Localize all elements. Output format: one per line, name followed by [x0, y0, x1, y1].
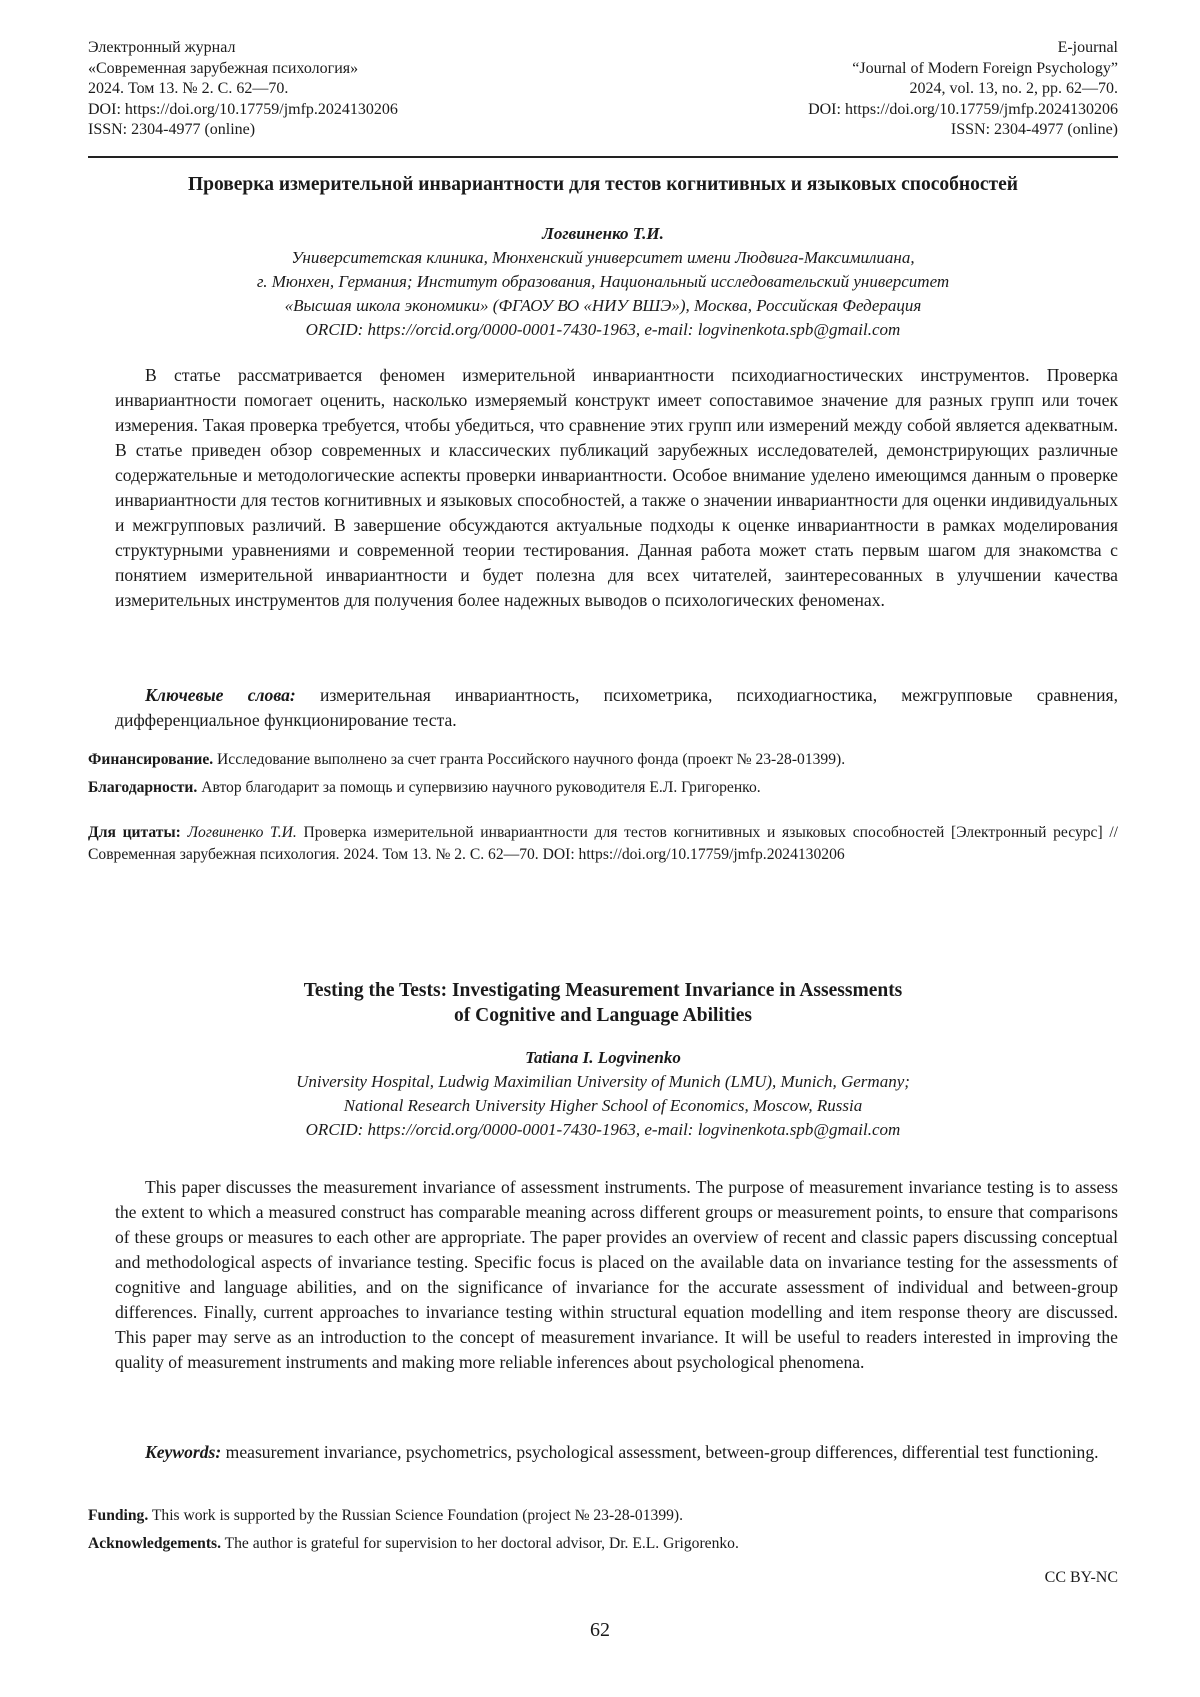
journal-header-russian [88, 38, 608, 141]
acknowledgements-text: Автор благодарит за помощь и супервизию научного руководителя Е.Л. Григоренко. [201, 779, 761, 796]
funding-label: Funding. [88, 1507, 149, 1524]
keywords-en [115, 1440, 1118, 1465]
header-journal-name-ru: «Современная зарубежная психология» [88, 59, 359, 77]
citation-author: Логвиненко Т.И. [187, 824, 297, 841]
page-number: 62 [590, 1619, 610, 1641]
citation-text: Проверка измерительной инвариантности для тестов когнитивных и языковых способностей [Электронный ресурс] // Современная зарубежная психология. 2024. Том 13. № 2. С. 62—70. DOI: https://doi.org/10.17759/jmfp.2024130206 [88, 824, 1118, 863]
journal-header-english [598, 38, 1118, 141]
funding-ru [88, 749, 1118, 771]
article-title-ru: Проверка измерительной инвариантности для тестов когнитивных и языковых способностей [187, 174, 1019, 195]
keywords-label: Ключевые слова: [145, 685, 296, 705]
abstract-en: This paper discusses the measurement invariance of assessment instruments. The purpose of measurement invariance testing is to assess the extent to which a measured construct has comparable meaning across different groups or measurement points, to ensure that comparisons of these groups or measures to each other are appropriate. The paper provides an overview of recent and classic papers discussing conceptual and methodological aspects of invariance testing. Specific focus is placed on the available data on invariance testing for the assessments of cognitive and language abilities, and on the significance of invariance for the accurate assessment of individual and between-group differences. Finally, current approaches to invariance testing within structural equation modelling and item response theory are discussed. This paper may serve as an introduction to the concept of measurement invariance. It will be useful to readers interested in improving the quality of measurement instruments and making more reliable inferences about psychological phenomena. [115, 1177, 1118, 1372]
author-affiliation-ru [88, 246, 1118, 342]
article-title-en [88, 978, 1118, 1028]
keywords-label: Keywords: [145, 1442, 222, 1462]
header-issn-en: ISSN: 2304-4977 (online) [950, 121, 1118, 138]
abstract-ru: В статье рассматривается феномен измерительной инвариантности психодиагностических инструментов. Проверка инвариантности помогает оценить, насколько измеряемый конструкт имеет сопоставимое значение для разных групп или точек измерения. Такая проверка требуется, чтобы убедиться, что сравнение этих групп или измерений между собой является адекватным. В статье приведен обзор современных и классических публикаций зарубежных исследователей, демонстрирующих различные содержательные и методологические аспекты проверки инвариантности. Особое внимание уделено имеющимся данным о проверке инвариантности для тестов когнитивных и языковых способностей, а также о значении инвариантности для оценки индивидуальных и межгрупповых различий. В завершение обсуждаются актуальные подходы к оценке инвариантности в рамках моделирования структурными уравнениями и современной теории тестирования. Данная работа может стать первым шагом для знакомства с понятием измерительной инвариантности и будет полезна для всех читателей, заинтересованных в улучшении качества измерительных инструментов для получения более надежных выводов о психологических феноменах. [115, 365, 1118, 610]
title-line: of Cognitive and Language Abilities [454, 1005, 752, 1026]
keywords-text: measurement invariance, psychometrics, psychological assessment, between-group differences, differential test functioning. [225, 1442, 1099, 1462]
affiliation-line: г. Мюнхен, Германия; Институт образования, Национальный исследовательский университет [256, 272, 950, 291]
acknowledgements-en [88, 1533, 1118, 1555]
header-doi-en[interactable]: DOI: https://doi.org/10.17759/jmfp.2024130206 [808, 100, 1118, 118]
journal-header [88, 38, 1118, 154]
header-doi-ru[interactable]: DOI: https://doi.org/10.17759/jmfp.2024130206 [88, 100, 398, 118]
header-journal-type-ru: Электронный журнал [88, 39, 236, 56]
author-name-ru: Логвиненко Т.И. [542, 224, 664, 243]
header-issue-en: 2024, vol. 13, no. 2, pp. 62—70. [909, 80, 1118, 97]
affiliation-line: Университетская клиника, Мюнхенский университет имени Людвига-Максимилиана, [291, 248, 915, 267]
header-divider [88, 156, 1118, 158]
affiliation-line: National Research University Higher School of Economics, Moscow, Russia [343, 1096, 863, 1115]
keywords-text: измерительная инвариантность, психометрика, психодиагностика, межгрупповые сравнения, дифференциальное функционирование теста. [115, 685, 1118, 730]
license-label: CC BY-NC [1044, 1569, 1118, 1586]
orcid-email-line[interactable]: ORCID: https://orcid.org/0000-0001-7430-1963, e-mail: logvinenkota.spb@gmail.com [305, 1120, 901, 1139]
funding-text: Исследование выполнено за счет гранта Российского научного фонда (проект № 23-28-01399). [217, 751, 846, 768]
header-issue-ru: 2024. Том 13. № 2. С. 62—70. [88, 80, 289, 97]
author-name-en: Tatiana I. Logvinenko [525, 1048, 681, 1067]
header-journal-name-en: “Journal of Modern Foreign Psychology” [852, 59, 1118, 77]
header-journal-type-en: E-journal [1057, 39, 1118, 56]
acknowledgements-text: The author is grateful for supervision to her doctoral advisor, Dr. E.L. Grigorenko. [224, 1535, 739, 1552]
funding-en [88, 1505, 1118, 1527]
funding-label: Финансирование. [88, 751, 214, 768]
citation-label: Для цитаты: [88, 824, 181, 841]
acknowledgements-label: Acknowledgements. [88, 1535, 221, 1552]
orcid-email-line[interactable]: ORCID: https://orcid.org/0000-0001-7430-1963, e-mail: logvinenkota.spb@gmail.com [305, 320, 901, 339]
citation-ru [88, 822, 1118, 866]
author-affiliation-en [88, 1070, 1118, 1142]
title-line: Testing the Tests: Investigating Measurement Invariance in Assessments [303, 980, 903, 1001]
acknowledgements-ru [88, 777, 1118, 799]
keywords-ru [115, 683, 1118, 733]
header-issn-ru: ISSN: 2304-4977 (online) [88, 121, 256, 138]
affiliation-line: «Высшая школа экономики» (ФГАОУ ВО «НИУ ВШЭ»), Москва, Российская Федерация [284, 296, 922, 315]
acknowledgements-label: Благодарности. [88, 779, 198, 796]
funding-text: This work is supported by the Russian Science Foundation (project № 23-28-01399). [151, 1507, 683, 1524]
affiliation-line: University Hospital, Ludwig Maximilian University of Munich (LMU), Munich, Germany; [296, 1072, 910, 1091]
